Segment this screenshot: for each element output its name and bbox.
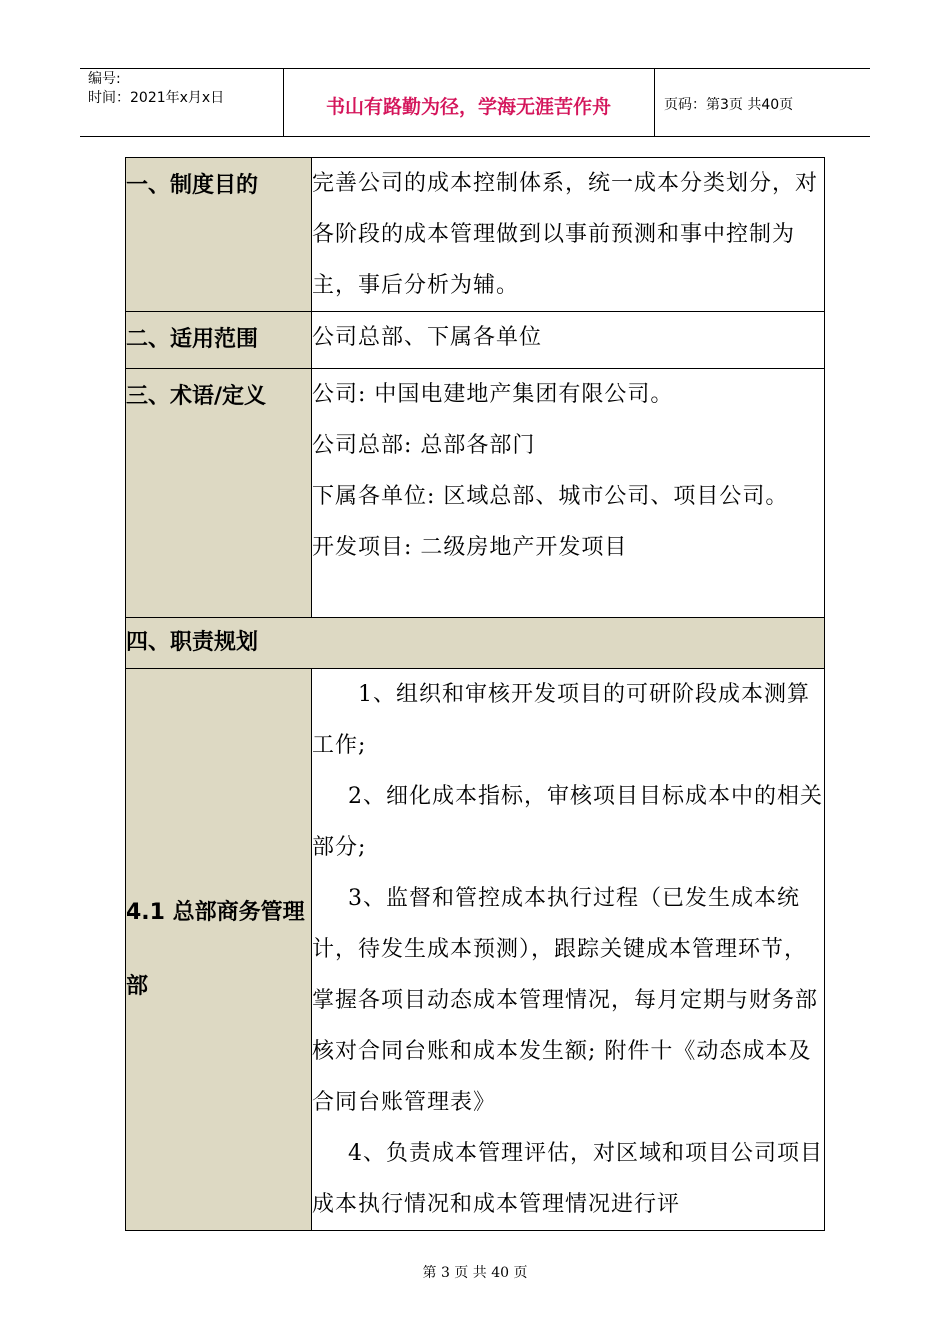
table-row: [126, 618, 825, 669]
section-1-value: [312, 158, 825, 312]
duty-item: 3、监督和管控成本执行过程（已发生成本统计，待发生成本预测），跟踪关键成本管理环节，掌握各项目动态成本管理情况，每月定期与财务部核对合同台账和成本发生额; 附件十《动态成本及合同台账管理表》: [312, 886, 819, 1115]
section-3-value: [312, 369, 825, 618]
row-label-cell: [126, 369, 312, 618]
definition-line: 下属各单位: 区域总部、城市公司、项目公司。: [312, 484, 789, 509]
duty-item: 4、负责成本管理评估，对区域和项目公司项目成本执行情况和成本管理情况进行评: [312, 1141, 823, 1217]
section-4-1-label: 4.1 总部商务管理部: [126, 899, 305, 999]
definition-line: 开发项目: 二级房地产开发项目: [312, 535, 628, 560]
section-3-label: 三、术语/定义: [126, 384, 267, 409]
table-row: [126, 158, 825, 312]
header-divider: [654, 68, 655, 136]
definition-line: 公司: 中国电建地产集团有限公司。: [312, 382, 674, 407]
policy-table: [125, 157, 825, 1231]
document-number-label: 编号:: [88, 71, 121, 87]
table-row: [126, 669, 825, 1231]
page-footer: 第 3 页 共 40 页: [422, 1265, 528, 1281]
table-row: [126, 312, 825, 369]
header-motto: 书山有路勤为径，学海无涯苦作舟: [325, 96, 611, 118]
document-time: 时间：2021年x月x日: [88, 90, 225, 106]
header-bottom-rule: [80, 136, 870, 137]
header-meta: [88, 70, 224, 108]
table-row: [126, 369, 825, 618]
duty-item: 1、组织和审核开发项目的可研阶段成本测算工作;: [312, 682, 810, 758]
section-2-value: [312, 312, 825, 369]
section-2-text: 公司总部、下属各单位: [312, 325, 543, 350]
section-2-label: 二、适用范围: [126, 327, 259, 352]
row-label-cell: [126, 669, 312, 1231]
row-label-cell: [126, 312, 312, 369]
row-label-cell: [126, 158, 312, 312]
definition-line: 公司总部: 总部各部门: [312, 433, 536, 458]
section-1-text: 完善公司的成本控制体系，统一成本分类划分，对各阶段的成本管理做到以事前预测和事中控制为主，事后分析为辅。: [312, 171, 819, 298]
section-1-label: 一、制度目的: [126, 173, 259, 198]
header-top-rule: [80, 68, 870, 69]
header-page-info: 页码：第3页 共40页: [664, 97, 794, 113]
section-4-header: 四、职责规划: [126, 618, 825, 669]
duty-item: 2、细化成本指标，审核项目目标成本中的相关部分;: [312, 784, 823, 860]
section-4-1-value: [312, 669, 825, 1231]
